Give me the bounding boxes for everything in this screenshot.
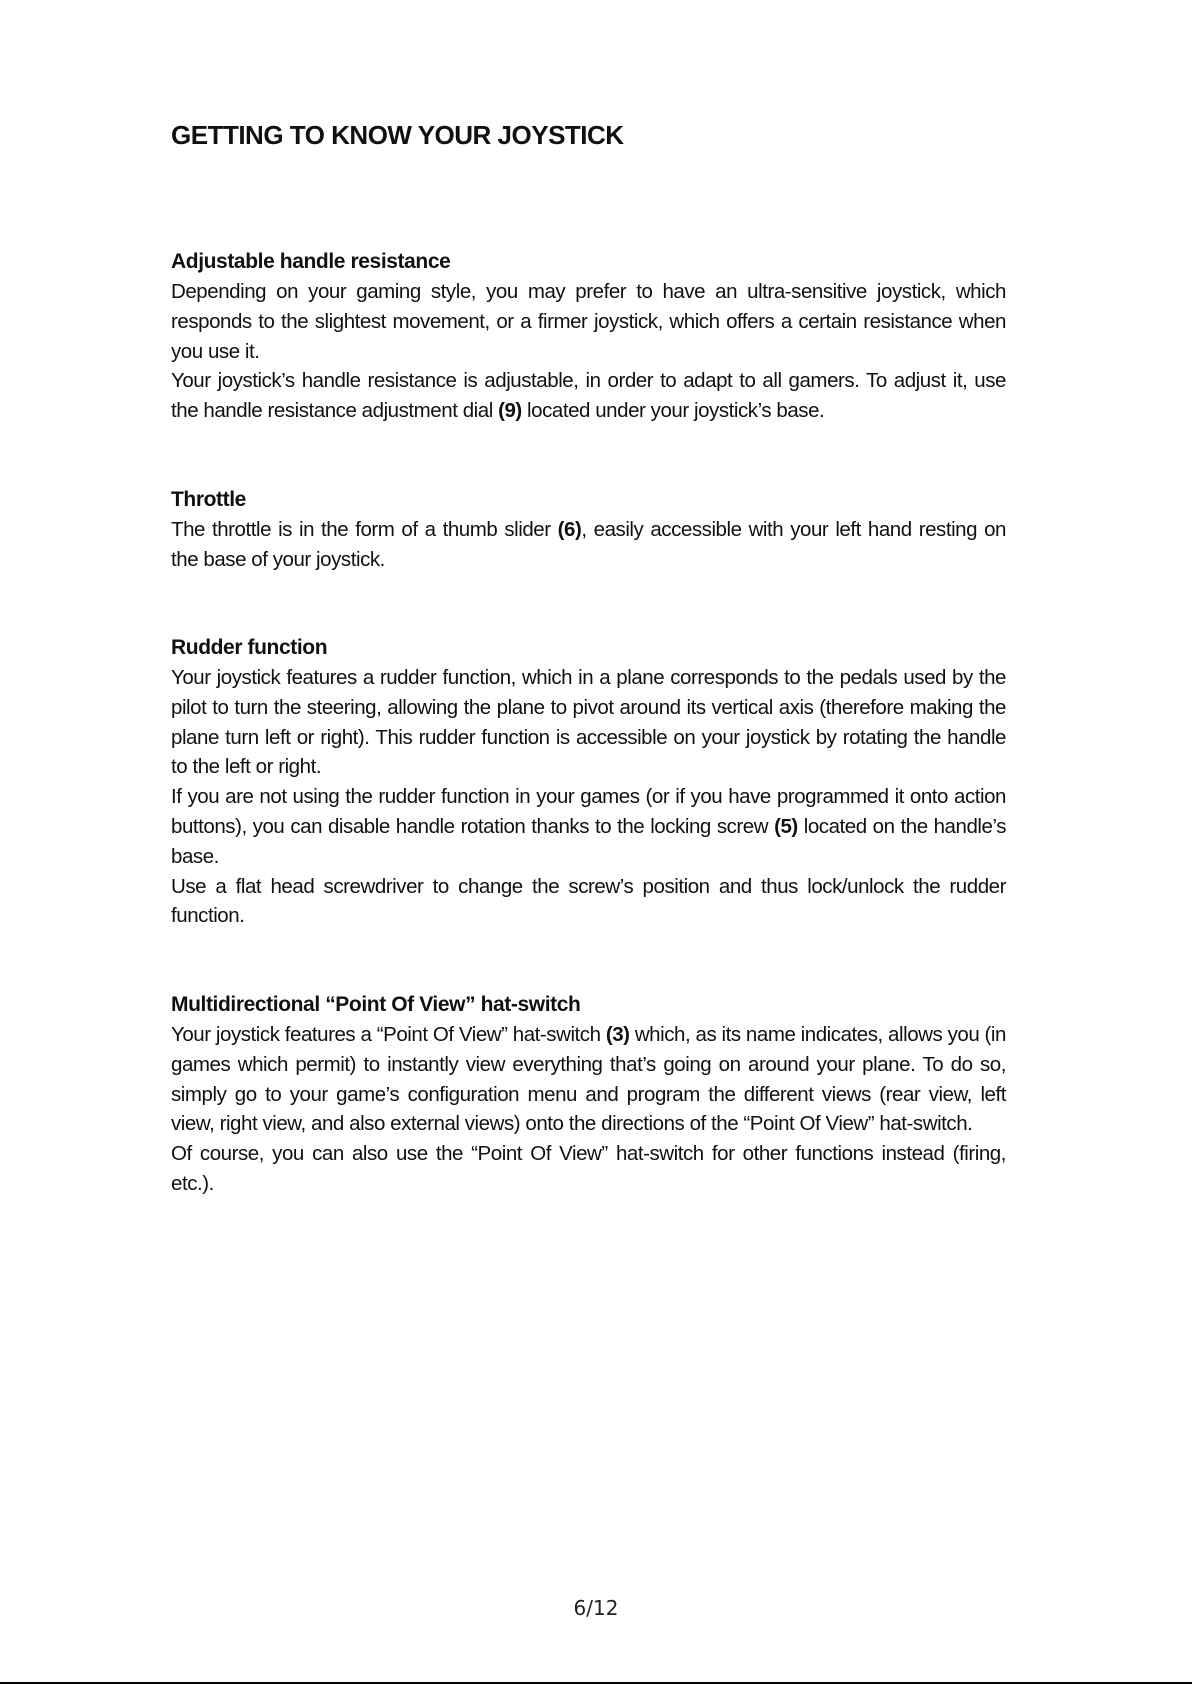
- text-run: Your joystick features a rudder function, which in a plane corresponds to the pedals used by the pilot to turn the steering, allowing the plane to pivot around its vertical axis (therefore making the plane turn left or right). This rudder function is accessible on your joystick by rotating the handle to the left or right.: [171, 666, 1006, 779]
- text-run: The throttle is in the form of a thumb slider: [171, 518, 558, 541]
- paragraph: [171, 277, 1006, 366]
- text-run: , easily accessible with your left hand resting on the base of your joystick.: [171, 518, 1006, 571]
- paragraph: [171, 872, 1006, 932]
- paragraph: [171, 782, 1006, 871]
- paragraph: [171, 1139, 1006, 1199]
- text-run: Depending on your gaming style, you may prefer to have an ultra-sensitive joystick, which responds to the slightest movement, or a firmer joystick, which offers a certain resistance when you use it.: [171, 280, 1006, 363]
- section-heading: Adjustable handle resistance: [171, 250, 451, 273]
- section-heading: Multidirectional “Point Of View” hat-switch: [171, 993, 581, 1016]
- paragraph: [171, 366, 1006, 426]
- text-run: Your joystick’s handle resistance is adjustable, in order to adapt to all gamers. To adjust it, use the handle resistance adjustment dial: [171, 369, 1006, 423]
- text-run: located under your joystick’s base.: [521, 399, 825, 423]
- section-heading: Rudder function: [171, 636, 328, 659]
- text-run: Use a flat head screwdriver to change the screw’s position and thus lock/unlock the rudder function.: [171, 874, 1006, 928]
- paragraph: [171, 515, 1006, 575]
- paragraph: [171, 1020, 1006, 1139]
- section-throttle: [171, 485, 1006, 575]
- text-run: which, as its name indicates, allows you (in games which permit) to instantly view everything that’s going on around your plane. To do so, simply go to your game’s configuration menu and program the different views (rear view, left view, right view, and also external views) onto the directions of the “Point Of View” hat-switch.: [171, 1023, 1006, 1136]
- part-reference: (9): [498, 399, 522, 423]
- section-heading: Throttle: [171, 488, 246, 511]
- page-number: 6/12: [573, 1596, 619, 1620]
- part-reference: (6): [557, 518, 582, 541]
- paragraph: [171, 663, 1006, 782]
- section-point-of-view-hat-switch: [171, 990, 1006, 1199]
- text-run: Your joystick features a “Point Of View” hat-switch: [171, 1023, 606, 1046]
- section-rudder-function: [171, 633, 1006, 931]
- text-run: located on the handle’s base.: [171, 814, 1006, 868]
- part-reference: (5): [774, 814, 798, 838]
- page-bottom-rule: [0, 1682, 1192, 1684]
- page-title: GETTING TO KNOW YOUR JOYSTICK: [171, 120, 624, 150]
- part-reference: (3): [605, 1023, 630, 1046]
- text-run: If you are not using the rudder function in your games (or if you have programmed it onto action buttons), you can disable handle rotation thanks to the locking screw: [171, 785, 1006, 838]
- text-run: Of course, you can also use the “Point Of View” hat-switch for other functions instead (firing, etc.).: [171, 1142, 1006, 1195]
- section-adjustable-handle-resistance: [171, 247, 1006, 426]
